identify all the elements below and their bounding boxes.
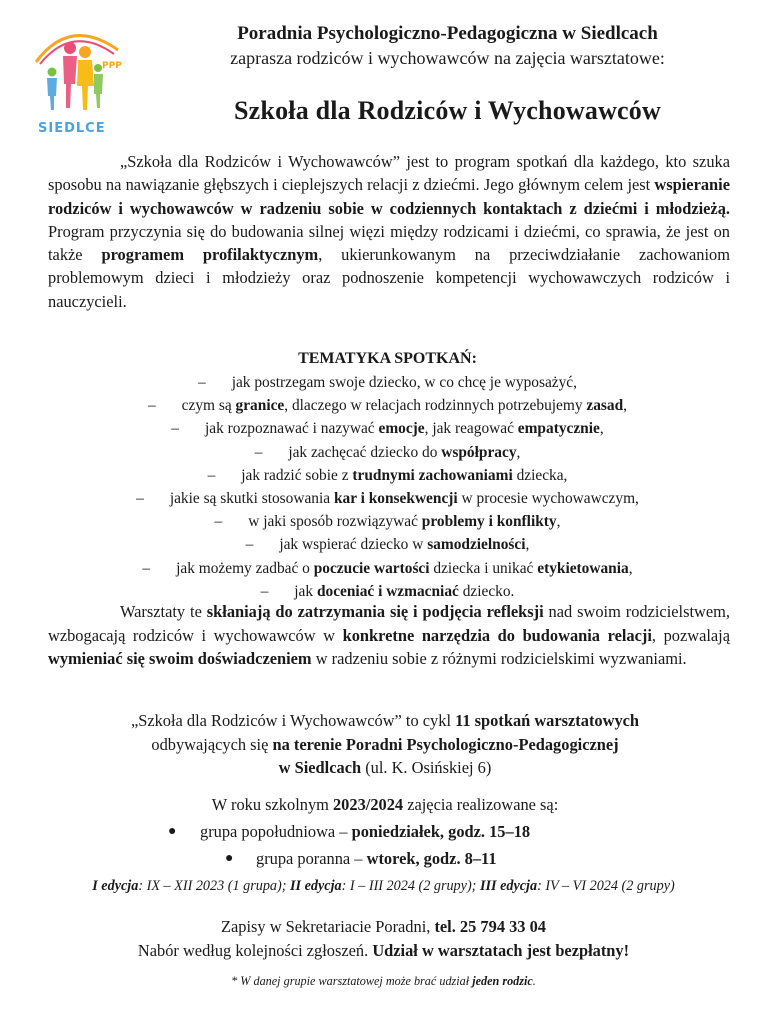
school-year-line: W roku szkolnym 2023/2024 zajęcia realizowane są:	[211, 795, 559, 814]
header	[150, 22, 745, 70]
intro-bold-program: programem profilaktycznym	[101, 245, 319, 265]
group-morning: ● grupa poranna – wtorek, godz. 8–11	[0, 845, 767, 872]
intro-section	[48, 150, 730, 313]
admission-line: Nabór według kolejności zgłoszeń. Udział w warsztatach jest bezpłatny!	[137, 941, 630, 960]
group-afternoon: ● grupa popołudniowa – poniedziałek, godz. 15–18	[0, 818, 767, 845]
topic-item: – jak możemy zadbać o poczucie wartości dziecka i unikać etykietowania,	[142, 559, 633, 577]
svg-text:SIEDLCE: SIEDLCE	[38, 121, 106, 136]
topic-item: – jak zachęcać dziecko do współpracy,	[254, 443, 521, 461]
bullet-icon: ●	[225, 851, 234, 866]
phone-number: tel. 25 794 33 04	[434, 917, 546, 936]
topic-item: – jakie są skutki stosowania kar i konsekwencji w procesie wychowawczym,	[136, 490, 639, 508]
topics-section	[40, 348, 735, 603]
intro-text-2: Program przyczynia się do budowania silnej więzi między rodzicami i dziećmi, co sprawia, że jest on także	[48, 221, 730, 265]
contact-info	[30, 915, 737, 963]
editions-line: I edycja: IX – XII 2023 (1 grupa); II edycja: I – III 2024 (2 grupy); III edycja: IV – VI 2024 (2 grupy)	[92, 878, 675, 894]
topic-item: – czym są granice, dlaczego w relacjach rodzinnych potrzebujemy zasad,	[147, 397, 628, 415]
intro-paragraph	[48, 150, 730, 313]
topics-list	[40, 371, 735, 603]
topic-item: – jak wspierać dziecko w samodzielności,	[245, 536, 530, 554]
footnote: * W danej grupie warsztatowej może brać udział jeden rodzic.	[231, 974, 536, 988]
svg-text:PPP: PPP	[102, 61, 122, 71]
topic-item: – jak doceniać i wzmacniać dziecko.	[260, 582, 515, 600]
organization-name: Poradnia Psychologiczno-Pedagogiczna w Siedlcach	[237, 23, 658, 44]
groups-list	[0, 818, 767, 872]
topic-item: – jak radzić sobie z trudnymi zachowaniami dziecka,	[207, 466, 568, 484]
cycle-info	[60, 709, 710, 780]
intro-bold-goal: wspieranie rodziców i wychowawców w radzeniu sobie w codziennych kontaktach z dziećmi i młodzieżą.	[48, 175, 730, 218]
intro-text-1: „Szkoła dla Rodziców i Wychowawców” jest to program spotkań dla każdego, kto szuka sposobu na nawiązanie głębszych i cieplejszych relacji z dziećmi. Jego głównym celem jest	[48, 152, 730, 195]
invitation-line: zaprasza rodziców i wychowawców na zajęcia warsztatowe:	[230, 48, 665, 68]
cycle-line-3: w Siedlcach (ul. K. Osińskiej 6)	[278, 758, 492, 777]
workshops-section	[48, 600, 730, 671]
bullet-icon: ●	[168, 824, 177, 839]
registration-line: Zapisy w Sekretariacie Poradni, tel. 25 794 33 04	[220, 917, 546, 936]
topic-item: – jak postrzegam swoje dziecko, w co chcę je wyposażyć,	[197, 374, 577, 391]
school-year	[60, 793, 710, 817]
topic-item: – jak rozpoznawać i nazywać emocje, jak reagować empatycznie,	[171, 420, 604, 438]
intro-text-3: , ukierunkowanym na przeciwdziałanie zachowaniom problemowym dzieci i młodzieży oraz podnoszenie kompetencji wychowawczych rodziców i nauczycieli.	[48, 245, 730, 311]
cycle-line-1: „Szkoła dla Rodziców i Wychowawców” to cykl 11 spotkań warsztatowych	[130, 711, 640, 730]
siedlce-ppp-logo	[30, 22, 130, 140]
topic-item: – w jaki sposób rozwiązywać problemy i konflikty,	[214, 513, 561, 531]
topics-heading: TEMATYKA SPOTKAŃ:	[298, 350, 477, 367]
workshops-paragraph: Warsztaty te skłaniają do zatrzymania się i podjęcia refleksji nad swoim rodzicielstwem, wzbogacają rodziców i wychowawców w konkretne narzędzia do budowania relacji, pozwalają wymieniać się swoim doświadczeniem w radzeniu sobie z różnymi rodzicielskimi wyzwaniami.	[48, 602, 731, 668]
cycle-line-2: odbywających się na terenie Poradni Psychologiczno-Pedagogicznej	[151, 734, 619, 754]
family-logo-graphic	[30, 22, 130, 140]
main-title: Szkoła dla Rodziców i Wychowawców	[234, 96, 661, 125]
